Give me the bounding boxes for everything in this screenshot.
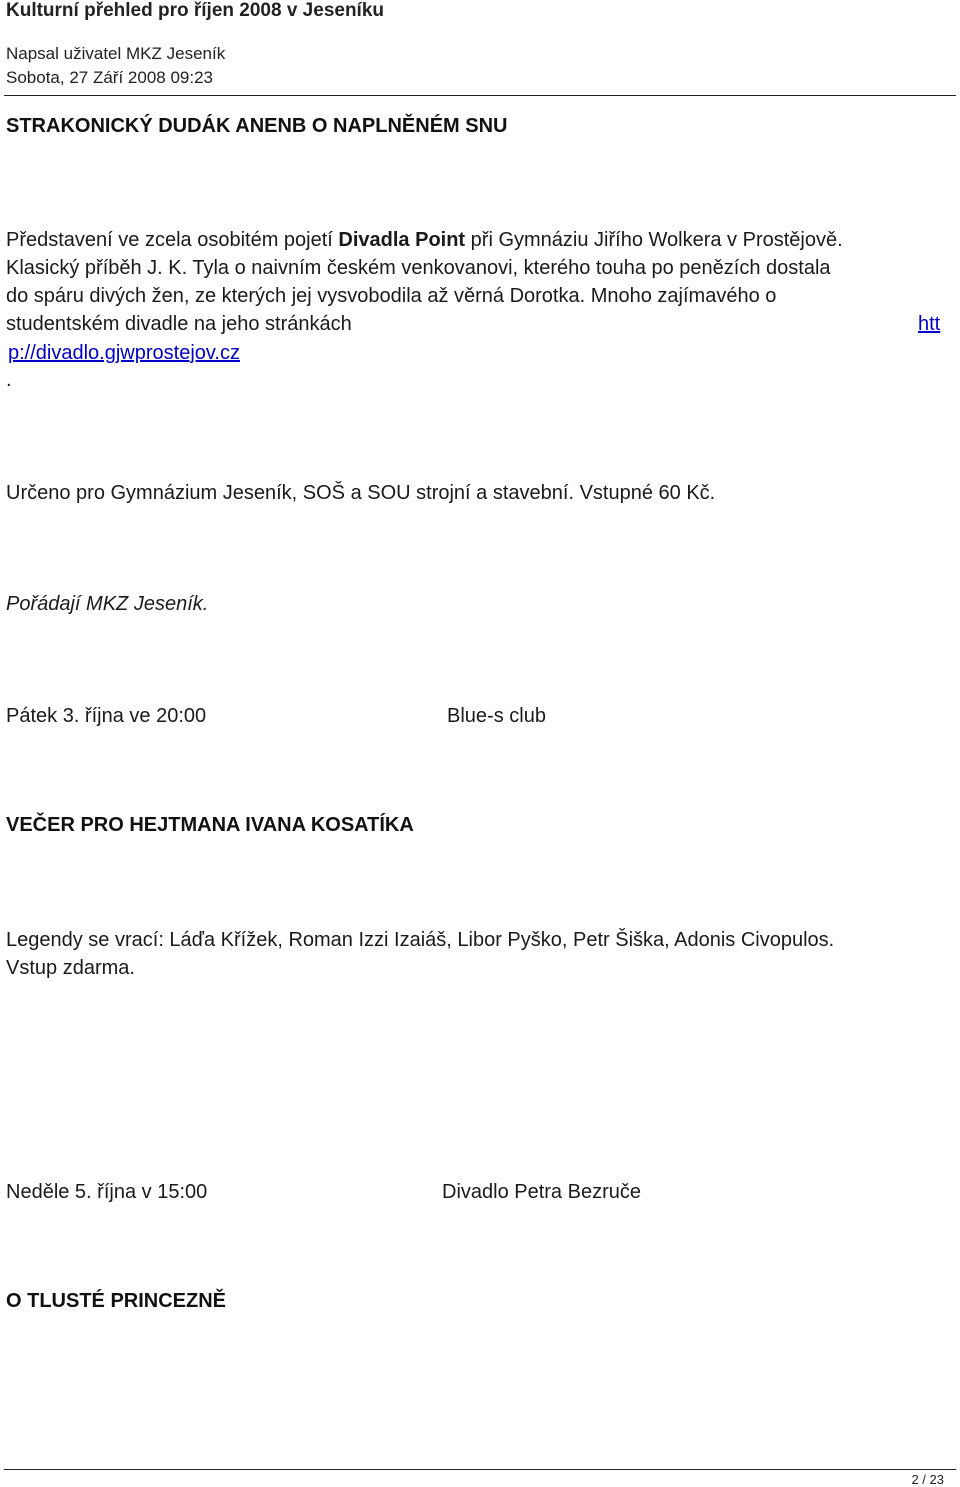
event-venue: Blue-s club bbox=[447, 705, 546, 727]
page-number: 2 / 23 bbox=[911, 1472, 944, 1487]
website-link-part2[interactable]: p://divadlo.gjwprostejov.cz bbox=[8, 342, 240, 364]
event-description-line: studentském divadle na jeho stránkách bbox=[6, 313, 352, 335]
sentence-period: . bbox=[6, 369, 12, 391]
event-venue: Divadlo Petra Bezruče bbox=[442, 1181, 641, 1203]
header-divider bbox=[4, 95, 956, 96]
publish-date: Sobota, 27 Září 2008 09:23 bbox=[6, 68, 213, 87]
event-date: Pátek 3. října ve 20:00 bbox=[6, 705, 207, 727]
event-description-line: do spáru divých žen, ze kterých jej vysvobodila až věrná Dorotka. Mnoho zajímavého o bbox=[6, 285, 777, 307]
footer-divider bbox=[4, 1469, 956, 1470]
event-heading-vecer-pro-hejtmana: VEČER PRO HEJTMANA IVANA KOSATÍKA bbox=[6, 814, 414, 836]
event-description-line: Vstup zdarma. bbox=[6, 957, 135, 979]
event-heading-o-tluste-princezne: O TLUSTÉ PRINCEZNĚ bbox=[6, 1290, 227, 1312]
text-fragment: při Gymnáziu Jiřího Wolkera v Prostějově. bbox=[465, 229, 843, 251]
audience-info: Určeno pro Gymnázium Jeseník, SOŠ a SOU strojní a stavební. Vstupné 60 Kč. bbox=[6, 482, 716, 504]
theatre-name: Divadla Point bbox=[338, 229, 466, 251]
author-line: Napsal uživatel MKZ Jeseník bbox=[6, 44, 226, 63]
organizer-info: Pořádají MKZ Jeseník. bbox=[6, 593, 209, 615]
event-description-line: Legendy se vrací: Láďa Křížek, Roman Izzi Izaiáš, Libor Pyško, Petr Šiška, Adonis Civopulos. bbox=[6, 929, 835, 951]
event-date: Neděle 5. října v 15:00 bbox=[6, 1181, 208, 1203]
event-description-line bbox=[6, 226, 843, 254]
website-link-part1[interactable]: htt bbox=[918, 313, 941, 335]
event-heading-strakonicky-dudak: STRAKONICKÝ DUDÁK ANENB O NAPLNĚNÉM SNU bbox=[6, 115, 508, 137]
event-description-line: Klasický příběh J. K. Tyla o naivním českém venkovanovi, kterého touha po penězích dostala bbox=[6, 257, 831, 279]
document-title: Kulturní přehled pro říjen 2008 v Jeseníku bbox=[6, 0, 385, 21]
text-fragment: Představení ve zcela osobitém pojetí bbox=[6, 229, 339, 251]
